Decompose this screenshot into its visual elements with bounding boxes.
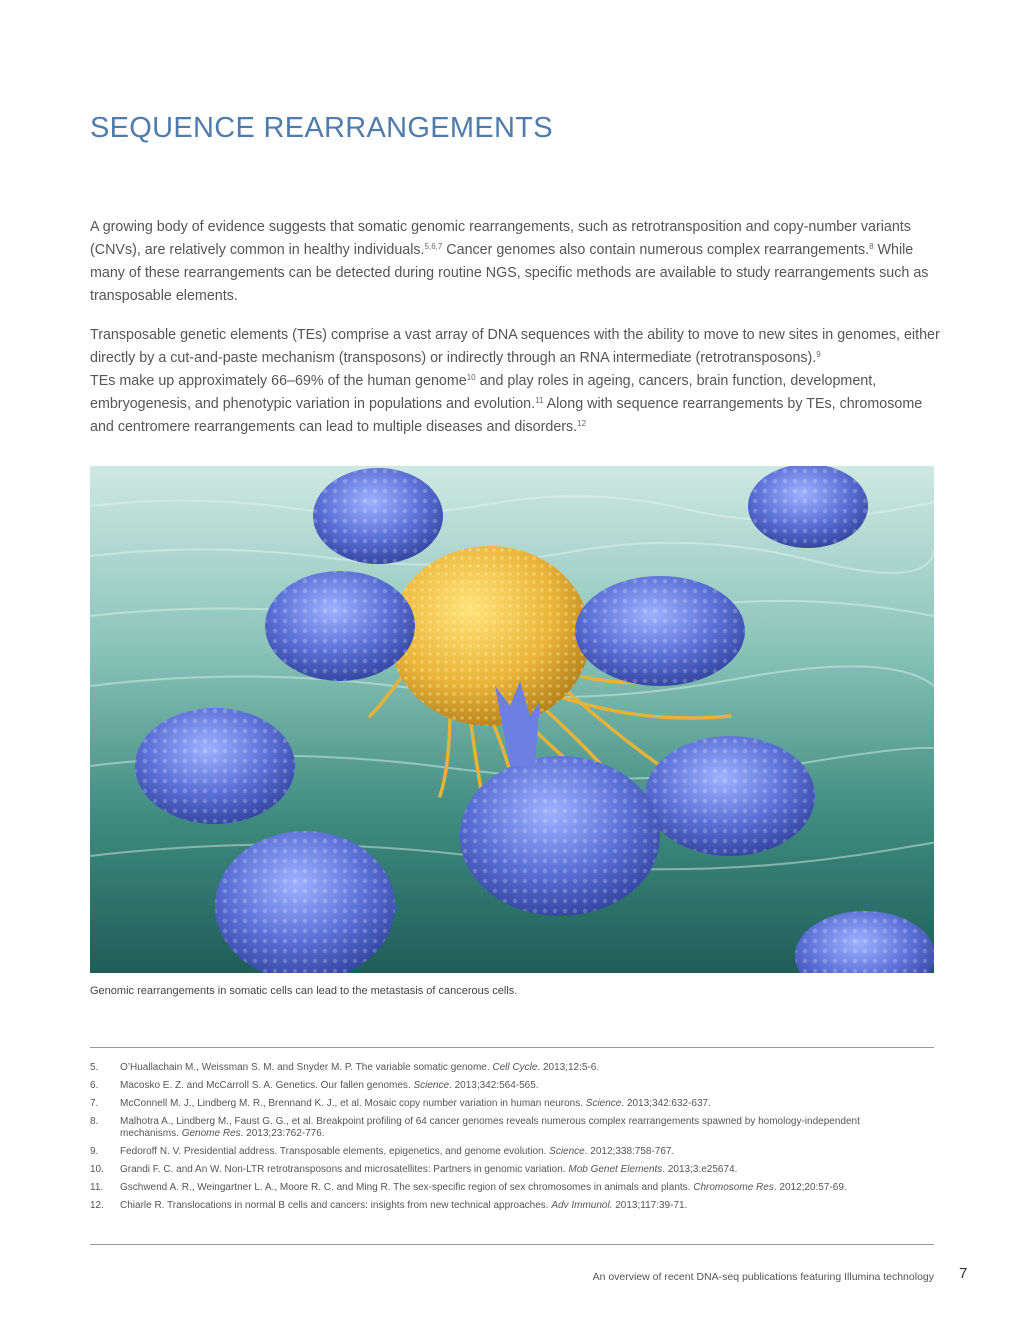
reference-number: 5. [90, 1062, 99, 1073]
references-list [90, 1062, 934, 1218]
paragraph-somatic-rearrangements: A growing body of evidence suggests that somatic genomic rearrangements, such as retrotransposition and copy-number variants (CNVs), are relatively common in healthy individuals.$^{5,6,7}$ Cancer genomes also contain numerous complex rearrangements.$^8$ While many of these rearrangements can be detected during routine NGS, specific methods are available to study rearrangements such as transposable elements. [90, 219, 929, 304]
reference-number: 6. [90, 1080, 99, 1091]
references-top-rule [90, 1047, 934, 1048]
journal-name: Chromosome Res [693, 1182, 774, 1193]
reference-item [90, 1164, 934, 1176]
reference-text: Fedoroff N. V. Presidential address. Transposable elements, epigenetics, and genome evolution. Science. 2012;338:758-767. [120, 1146, 675, 1157]
reference-item [90, 1116, 934, 1140]
reference-number: 7. [90, 1098, 99, 1109]
citation-superscript: 9 [816, 350, 821, 359]
journal-name: Adv Immunol. [551, 1200, 613, 1211]
reference-number: 12. [90, 1200, 104, 1211]
reference-number: 8. [90, 1116, 99, 1127]
reference-text: Malhotra A., Lindberg M., Faust G. G., et al. Breakpoint profiling of 64 cancer genomes reveals numerous complex rearrangements spawned by homology-independent mechanisms. Genome Res. 2013;23:762-776. [120, 1116, 860, 1139]
cell-illustration-graphic [90, 466, 934, 973]
journal-name: Science [413, 1080, 450, 1091]
body-text [90, 216, 940, 455]
reference-item [90, 1080, 934, 1092]
journal-name: Science [549, 1146, 585, 1157]
reference-text: Gschwend A. R., Weingartner L. A., Moore R. C. and Ming R. The sex-specific region of sex chromosomes in animals and plants. Chromosome Res. 2012;20:57-69. [120, 1182, 847, 1193]
reference-item [90, 1182, 934, 1194]
paragraph-transposable-elements: Transposable genetic elements (TEs) comprise a vast array of DNA sequences with the ability to move to new sites in genomes, either directly by a cut-and-paste mechanism (transposons) or indirectly through an RNA intermediate (retrotransposons).$^9$ TEs make up approximately 66–69% of the human genome$^{10}$ and play roles in ageing, cancers, brain function, development, embryogenesis, and phenotypic variation in populations and evolution.$^{11}$ Along with sequence rearrangements by TEs, chromosome and centromere rearrangements can lead to multiple diseases and disorders.$^{12}$ [90, 327, 940, 435]
reference-item [90, 1062, 934, 1074]
reference-item [90, 1098, 934, 1110]
reference-text: Grandi F. C. and An W. Non-LTR retrotransposons and microsatellites: Partners in genomic variation. Mob Genet Elements. 2013;3:e25674. [120, 1164, 738, 1175]
reference-item [90, 1146, 934, 1158]
citation-superscript: 5,6,7 [424, 242, 443, 251]
page-title: SEQUENCE REARRANGEMENTS [90, 112, 553, 144]
citation-superscript: 11 [535, 396, 544, 405]
journal-name: Cell Cycle [492, 1062, 538, 1073]
citation-superscript: 8 [869, 242, 874, 251]
figure-caption: Genomic rearrangements in somatic cells can lead to the metastasis of cancerous cells. [90, 985, 518, 997]
footer-text: An overview of recent DNA-seq publications featuring Illumina technology [592, 1271, 934, 1283]
journal-name: Mob Genet Elements [568, 1164, 663, 1175]
reference-item [90, 1200, 934, 1212]
reference-text: O’Huallachain M., Weissman S. M. and Snyder M. P. The variable somatic genome. Cell Cycle. 2013;12:5-6. [120, 1062, 600, 1073]
reference-text: Macosko E. Z. and McCarroll S. A. Genetics. Our fallen genomes. Science. 2013;342:564-565. [120, 1080, 539, 1091]
reference-text: McConnell M. J., Lindberg M. R., Brennand K. J., et al. Mosaic copy number variation in human neurons. Science. 2013;342:632-637. [120, 1098, 711, 1109]
citation-superscript: 10 [466, 373, 476, 382]
reference-number: 10. [90, 1164, 104, 1175]
reference-number: 9. [90, 1146, 99, 1157]
journal-name: Genome Res [181, 1128, 241, 1139]
page-number: 7 [959, 1265, 968, 1282]
cell-illustration [90, 466, 934, 973]
reference-text: Chiarle R. Translocations in normal B cells and cancers: insights from new technical approaches. Adv Immunol. 2013;117:39-71. [120, 1200, 688, 1211]
journal-name: Science [585, 1098, 622, 1109]
references-bottom-rule [90, 1244, 934, 1245]
reference-number: 11. [90, 1182, 104, 1193]
citation-superscript: 12 [577, 419, 587, 428]
